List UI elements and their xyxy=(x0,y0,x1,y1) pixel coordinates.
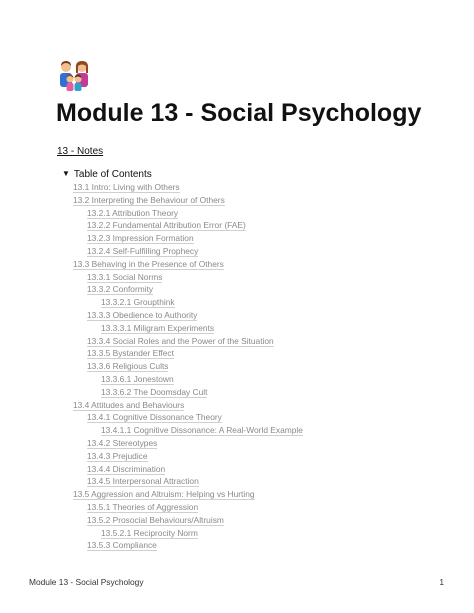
toc-item[interactable] xyxy=(87,411,222,424)
toc-item-label: 13.4.1.1 Cognitive Dissonance: A Real-World Example xyxy=(101,425,303,436)
toc-item-label: 13.1 Intro: Living with Others xyxy=(73,182,180,192)
toc-item-label: 13.2.4 Self-Fulfilling Prophecy xyxy=(87,246,199,256)
toc-item[interactable] xyxy=(87,450,148,463)
toc-item[interactable] xyxy=(101,296,175,309)
toc-item[interactable] xyxy=(101,527,198,540)
toc-item-label: 13.2.2 Fundamental Attribution Error (FAE) xyxy=(87,220,246,231)
toc-item[interactable] xyxy=(87,501,198,514)
page-title: Module 13 - Social Psychology xyxy=(56,99,422,127)
toc-item[interactable] xyxy=(87,335,274,348)
toc-item[interactable] xyxy=(87,514,224,527)
toc-item[interactable] xyxy=(101,322,214,335)
triangle-down-icon[interactable]: ▼ xyxy=(62,169,70,178)
toc-item[interactable] xyxy=(73,399,184,412)
toc-item-label: 13.3.6.2 The Doomsday Cult xyxy=(101,386,208,397)
toc-item[interactable] xyxy=(87,219,246,232)
toc-item-label: 13.4.2 Stereotypes xyxy=(87,438,158,448)
toc-item-label: 13.3.1 Social Norms xyxy=(87,271,163,282)
toc-item-label: 13.3.2 Conformity xyxy=(87,284,154,295)
toc-item-label: 13.3.5 Bystander Effect xyxy=(87,348,174,359)
toc-item[interactable] xyxy=(87,463,165,476)
toc-item-label: 13.3.3.1 Miligram Experiments xyxy=(101,322,215,333)
toc-item-label: 13.3.3 Obedience to Authority xyxy=(87,310,198,320)
toc-item[interactable] xyxy=(87,309,197,322)
notes-link[interactable]: 13 - Notes xyxy=(57,146,104,157)
toc-item-label: 13.5.1 Theories of Aggression xyxy=(87,502,199,512)
toc-item[interactable] xyxy=(87,539,157,552)
toc-item-label: 13.3 Behaving in the Presence of Others xyxy=(73,258,224,269)
toc-item[interactable] xyxy=(87,475,199,488)
toc-item[interactable] xyxy=(87,360,168,373)
toc-item[interactable] xyxy=(87,232,194,245)
toc-item-label: 13.4.4 Discrimination xyxy=(87,463,166,474)
toc-item-label: 13.4 Attitudes and Behaviours xyxy=(73,399,185,410)
toc-item-label: 13.3.6.1 Jonestown xyxy=(101,374,174,384)
toc-item[interactable] xyxy=(101,386,207,399)
toc-header-label: Table of Contents xyxy=(73,169,152,180)
toc-item-label: 13.2.3 Impression Formation xyxy=(87,233,194,244)
toc-item-label: 13.2.1 Attribution Theory xyxy=(87,207,179,218)
toc-item-label: 13.5.2 Prosocial Behaviours/Altruism xyxy=(87,514,224,525)
toc-item[interactable] xyxy=(87,271,162,284)
toc-item[interactable] xyxy=(101,373,174,386)
toc-item[interactable] xyxy=(87,207,178,220)
toc-item[interactable] xyxy=(87,245,198,258)
page-number: 1 xyxy=(439,577,444,587)
toc-item-label: 13.5.3 Compliance xyxy=(87,540,157,551)
toc-item[interactable] xyxy=(73,488,255,501)
toc-item-label: 13.4.1 Cognitive Dissonance Theory xyxy=(87,412,222,423)
toc-item[interactable] xyxy=(87,347,174,360)
toc-item-label: 13.3.2.1 Groupthink xyxy=(101,297,175,308)
footer-title: Module 13 - Social Psychology xyxy=(29,577,144,587)
toc-item-label: 13.3.4 Social Roles and the Power of the Situation xyxy=(87,335,274,346)
toc-item-label: 13.2 Interpreting the Behaviour of Others xyxy=(73,194,225,205)
toc-item[interactable] xyxy=(87,437,157,450)
toc-item-label: 13.4.3 Prejudice xyxy=(87,450,148,461)
toc-item[interactable] xyxy=(73,258,224,271)
toc-item-label: 13.5 Aggression and Altruism: Helping vs Hurting xyxy=(73,489,255,500)
toc-item-label: 13.3.6 Religious Cults xyxy=(87,361,169,372)
toc-item[interactable] xyxy=(73,181,180,194)
toc-item[interactable] xyxy=(73,194,225,207)
toc-item[interactable] xyxy=(101,424,303,437)
toc-item-label: 13.5.2.1 Reciprocity Norm xyxy=(101,527,198,538)
toc-item[interactable] xyxy=(87,283,153,296)
toc-item-label: 13.4.5 Interpersonal Attraction xyxy=(87,476,199,487)
family-emoji-icon xyxy=(57,60,91,92)
toc-toggle[interactable] xyxy=(62,168,152,181)
